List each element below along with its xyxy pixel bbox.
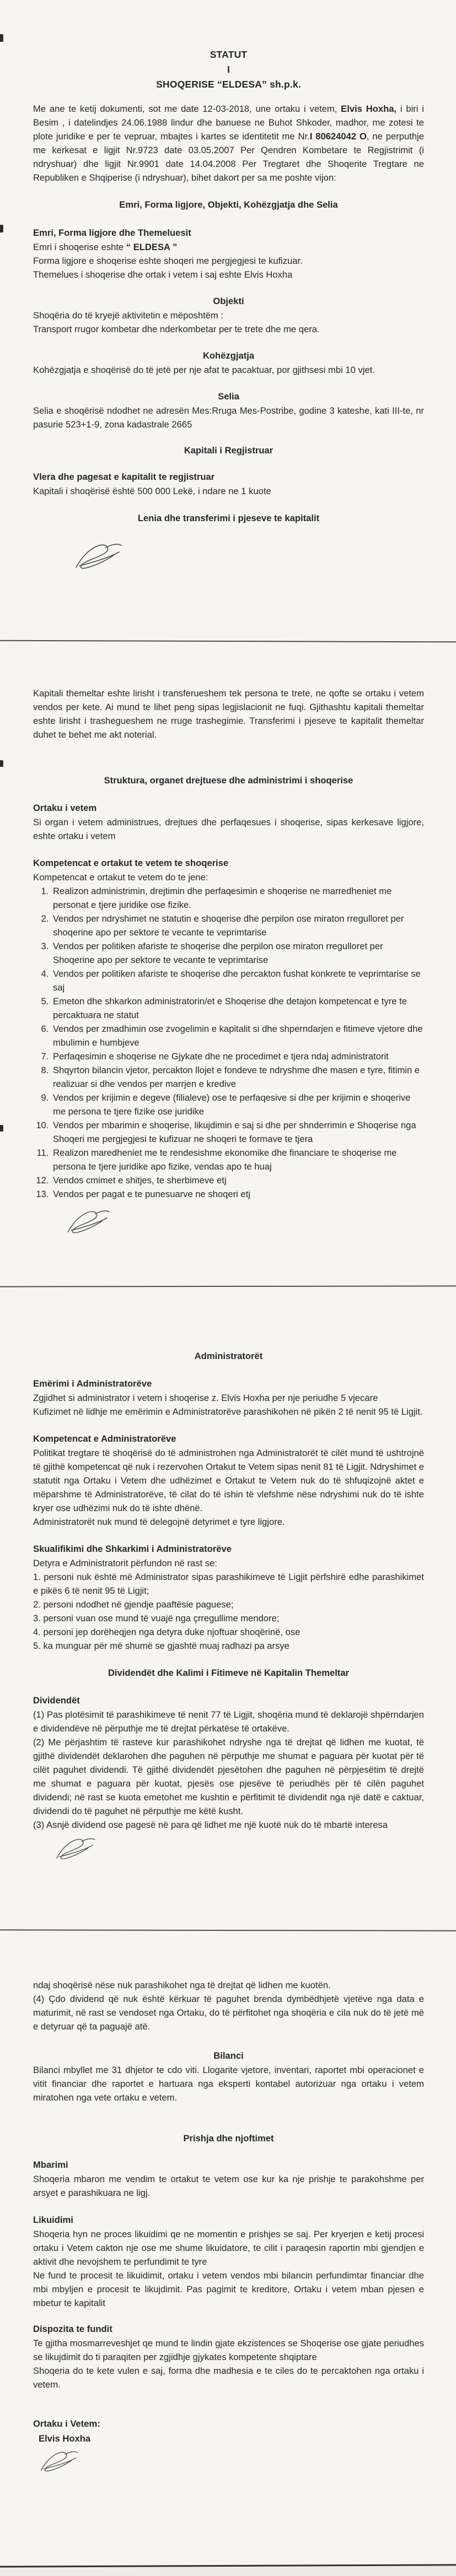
- subheading-mbarimi: Mbarimi: [33, 2160, 68, 2170]
- page-3: [0, 1287, 456, 1929]
- heading-selia: Selia: [218, 391, 239, 402]
- skualifikimi-intro-line: Detyra e Administratorit përfundon në rast se:: [33, 1558, 217, 1568]
- scan-artifact: [0, 34, 3, 42]
- subheading-emerimi: Emërimi i Administratorëve: [33, 1378, 152, 1389]
- signatory-label: Ortaku i Vetem:: [33, 2418, 100, 2429]
- kohezgjatja-line: Kohëzgjatja e shoqërisë do të jetë per nje afat te pacaktuar, por gjithsesi mbi 10 vjet.: [33, 365, 375, 375]
- skualifikimi-item-3: 3. personi vuan ose mund të vuajë nga çrregullime mendore;: [33, 1613, 280, 1623]
- founder-name: Elvis Hoxha,: [341, 104, 397, 114]
- dividend-continuation-line: ndaj shoqërisë nëse nuk parashikohet nga të drejtat që lidhen me kuotën.: [33, 1980, 331, 1990]
- scan-artifact: [0, 1125, 3, 1132]
- intro-part1: Me ane te ketij dokumenti, sot me date 12-03-2018, une ortaku i vetem,: [33, 104, 341, 114]
- company-name-pre: Emri i shoqerise eshte: [33, 242, 126, 252]
- signature-stroke: [36, 2448, 89, 2476]
- kompetencat-list: [33, 884, 424, 1201]
- id-number: I 80624042 O: [309, 131, 367, 142]
- emerimi-line-1: Zgjidhet si administrator i vetem i shoqerise z. Elvis Hoxha per nje periudhe 5 vjecare: [33, 1393, 378, 1403]
- signature: [54, 1835, 424, 1864]
- kompetencat-admin-paragraph: Politikat tregtare të shoqërisë do të administrohen nga Administratorët të cilët mund të ushtrojnë të gjithë kompetencat që nuk i rezervohen Ortakut te Vetem sipas nenit 81 të Ligjit. Ndryshimet e statutit nga Ortaku i Vetem dhe udhëzimet e Ortakut te Vetem nuk do të shfuqizojnë aktet e mëparshme të Administratorëve, të cilat do të ishin të vlefshme nëse ndryshimi nuk do të ishte kryer ose udhëzimi nuk do të ishte dhënë.: [33, 1448, 424, 1513]
- objekti-line-1: Shoqëria do të kryejë aktivitetin e mëposhtëm :: [33, 310, 223, 321]
- company-name: “ ELDESA ”: [126, 242, 178, 252]
- dividendet-paragraph-4: (4) Çdo dividend që nuk është kërkuar të paguhet brenda dymbëdhjetë vjetëve nga data e maturimit, në rast se vendoset nga Ortaku, do të përfitohet nga shoqëria e cila nuk do të jetë më e detyruar që ta paguajë atë.: [33, 1994, 424, 2032]
- subheading-kompetencat-ortakut: Kompetencat e ortakut te vetem te shoqerise: [33, 858, 229, 868]
- subheading-emri-forma-themeluesit: Emri, Forma ligjore dhe Themeluesit: [33, 228, 191, 238]
- dispozita-paragraph-1: Te gjitha mosmarreveshjet qe mund te lindin gjate ekzistences se Shoqerise ose gjate periudhes se likujdimit do ti paraqiten per zgjidhje gjykates kompetente shqiptare: [33, 2338, 424, 2362]
- list-item: 11. Realizon maredheniet me te rendesishme ekonomike dhe financiare te shoqerise me persona te tjere juridike apo fizike, vendas apo te huaj: [51, 1146, 424, 1173]
- heading-kapitali-regjistruar: Kapitali i Regjistruar: [184, 445, 273, 456]
- mbarimi-paragraph: Shoqeria mbaron me vendim te ortakut te vetem ose kur ka nje prishje te parakohshme per arsyet e parashikuara ne ligj.: [33, 2174, 424, 2198]
- heading-struktura: Struktura, organet drejtuese dhe administrimi i shoqerise: [104, 775, 353, 786]
- heading-dividendet-kalimi: Dividendët dhe Kalimi i Fitimeve në Kapitalin Themeltar: [108, 1668, 350, 1678]
- signature: [73, 539, 424, 575]
- list-item: 4. Vendos per politiken afariste te shoqerise dhe percakton fushat konkrete te veprimtarise se saj: [51, 967, 424, 994]
- list-item: 12. Vendos cmimet e shitjes, te sherbimeve etj: [51, 1173, 424, 1187]
- subheading-skualifikimi: Skualifikimi dhe Shkarkimi i Administratorëve: [33, 1544, 232, 1554]
- list-item: 5. Emeton dhe shkarkon administratorin/et e Shoqerise dhe detajon kompetencat e tyre te percaktuara ne statut: [51, 994, 424, 1022]
- list-item: 13. Vendos per pagat e te punesuarve ne shoqeri etj: [51, 1187, 424, 1201]
- signature: [36, 2448, 424, 2476]
- list-item: 3. Vendos per politiken afariste te shoqerise dhe perpilon ose miraton rregulloret per Shoqerine apo per sektore te vecante te veprimtarise: [51, 939, 424, 967]
- kompetencat-intro-line: Kompetencat e ortakut te vetem do te jene:: [33, 872, 208, 883]
- scan-artifact: [0, 225, 3, 232]
- likuidimi-paragraph-1: Shoqeria hyn ne proces likuidimi qe ne momentin e prishjes se saj. Per kryerjen e ketij procesi ortaku i Vetem cakton nje ose me shume likuidatore, te cilit i paraqesin raportin mbi gjendjen e aktivit dhe nevojshem te perfundimit te tyre: [33, 2229, 424, 2267]
- signature-stroke: [65, 1206, 120, 1238]
- skualifikimi-item-2: 2. personi ndodhet në gjendje paaftësie paguese;: [33, 1599, 234, 1610]
- scan-artifact: [0, 760, 3, 767]
- emerimi-line-2: Kufizimet në lidhje me emërimin e Administratorëve parashikohen në pikën 2 të nenit 95 të Ligjit.: [33, 1406, 423, 1417]
- legal-form-line: Forma ligjore e shoqerise eshte shoqeri me pergjegjesi te kufizuar.: [33, 256, 303, 266]
- dividendet-paragraph-2: (2) Me përjashtim të rasteve kur parashikohet ndryshe nga të drejtat që lidhen me kuotat, të gjithë dividendët deklarohen dhe paguhen në përputhje me shumat e paguara për kuotat për të cilët paguhet dividendi. Të gjithë dividendët pjesëtohen dhe paguhen në përpjesëtim të drejtë me shumat e paguara për kuotat, pjesës ose pjesëve të periudhës për të cilën paguhet dividendi; në rast se kuota emetohet me kushtin e përfitimit të dividendit nga një datë e caktuar, dividendi do të paguhet në përputhje me këtë kusht.: [33, 1737, 424, 1816]
- subheading-likuidimi: Likuidimi: [33, 2215, 73, 2225]
- company-name-line: [33, 240, 424, 254]
- heading-kohezgjatja: Kohëzgjatja: [202, 350, 255, 361]
- subheading-dispozita: Dispozita te fundit: [33, 2324, 112, 2334]
- founder-line: Themelues i shoqerise dhe ortak i vetem i saj eshte Elvis Hoxha: [33, 269, 293, 280]
- objekti-line-2: Transport rrugor kombetar dhe nderkombetar per te trete dhe me qera.: [33, 324, 320, 334]
- heading-lenia-transferimi: Lenia dhe transferimi i pjeseve te kapitalit: [137, 513, 320, 523]
- signatory-name: Elvis Hoxha: [39, 2433, 91, 2444]
- heading-prishja: Prishja dhe njoftimet: [183, 2133, 274, 2144]
- doc-title-line-1: STATUT: [210, 49, 248, 60]
- list-item: 10. Vendos per mbarimin e shoqerise, likujdimin e saj si dhe per shnderrimin e Shoqerise nga Shoqeri me pergjegjesi te kufizuar ne shoqeri te formave te tjera: [51, 1118, 424, 1146]
- subheading-dividendet: Dividendët: [33, 1695, 80, 1706]
- doc-title-line-3: SHOQERISE “ELDESA” sh.p.k.: [156, 79, 301, 90]
- section-heading-emri-forma: Emri, Forma ligjore, Objekti, Kohëzgjatja dhe Selia: [119, 199, 338, 210]
- heading-objekti: Objekti: [213, 296, 244, 306]
- likuidimi-paragraph-2: Ne fund te procesit te likuidimit, ortaku i vetem vendos mbi bilancin perfundimtar financiar dhe mbi mbyljen e procesit te likujdimit. Pas pagimit te kreditore, Ortaku i vetem mban pjesen e mbetur te kapitalit: [33, 2270, 424, 2308]
- skualifikimi-item-4: 4. personi jep dorëheqjen nga detyra duke njoftuar shoqërinë, ose: [33, 1627, 301, 1637]
- dispozita-paragraph-2: Shoqeria do te kete vulen e saj, forma dhe madhesia e te ciles do te percaktohen nga ortaku i vetem.: [33, 2366, 424, 2390]
- signature-stroke: [54, 1835, 105, 1864]
- subheading-ortaku-i-vetem: Ortaku i vetem: [33, 803, 97, 813]
- skualifikimi-item-1: 1. personi nuk është më Administrator sipas parashikimeve të Ligjit përfshirë edhe parashikimet e pikës 6 të nenit 95 të Ligjit;: [33, 1572, 424, 1596]
- heading-administratoret: Administratorët: [194, 1351, 263, 1361]
- ortaku-paragraph: Si organ i vetem administrues, drejtues dhe perfaqesues i shoqerise, sipas kerkesave ligjore, eshte ortaku i vetem: [33, 817, 424, 841]
- page-1: [0, 0, 456, 641]
- list-item: 7. Perfaqesimin e shoqerise ne Gjykate dhe ne procedimet e tjera ndaj administratorit: [51, 1049, 424, 1063]
- bilanci-paragraph: Bilanci mbyllet me 31 dhjetor te cdo viti. Llogarite vjetore, inventari, raportet mbi operacionet e vitit financiar dhe raportet e hartuara nga eksperti kontabel autorizuar nga ortaku i vetem miratohen nga vete ortaku e vetem.: [33, 2065, 424, 2103]
- scan-background-strip: [0, 2566, 456, 2576]
- selia-paragraph: Selia e shoqërisë ndodhet ne adresën Mes:Rruga Mes-Postribe, godine 3 kateshe, kati III-te, nr pasurie 523+1-9, zona kadastrale 2665: [33, 405, 424, 430]
- doc-title-line-2: I: [227, 64, 230, 75]
- page-4: [0, 1931, 456, 2565]
- delegimi-line: Administratorët nuk mund të delegojnë detyrimet e tyre ligjore.: [33, 1517, 285, 1527]
- intro-paragraph: [33, 102, 424, 185]
- dividendet-paragraph-1: (1) Pas plotësimit të parashikimeve të nenit 77 të Ligjit, shoqëria mund të deklarojë shpërndarjen e dividendëve në përputhje me të drejtat përkatëse të ortakëve.: [33, 1709, 424, 1734]
- heading-bilanci: Bilanci: [213, 2050, 244, 2061]
- list-item: 6. Vendos per zmadhimin ose zvogelimin e kapitalit si dhe shperndarjen e fitimeve vjetore dhe mbulimin e humbjeve: [51, 1022, 424, 1049]
- list-item: 2. Vendos per ndryshimet ne statutin e shoqerise dhe perpilon ose miraton rregulloret per shoqerine apo per sektore te vecante te veprimtarise: [51, 912, 424, 939]
- signature: [65, 1206, 424, 1238]
- list-item: 8. Shqyrton bilancin vjetor, percakton llojet e fondeve te ndryshme dhe masen e tyre, fitimin e realizuar si dhe vendos per marrjen e kredive: [51, 1063, 424, 1091]
- subheading-vlera-pagesat: Vlera dhe pagesat e kapitalit te regjistruar: [33, 472, 215, 482]
- kapitali-themeltar-paragraph: Kapitali themeltar eshte lirisht i transferueshem tek persona te trete, ne qofte se ortaku i vetem vendos per kete. Ai mund te lihet peng sipas legjislacionit ne fuqi. Gjithashtu kapitali themeltar eshte lirisht i trashegueshem ne rruge trashegimie. Transferimi i pjeseve te kapitalit themeltar duhet te behet me akt noterial.: [33, 688, 424, 740]
- kapitali-value-line: Kapitali i shoqërisë është 500 000 Lekë, i ndare ne 1 kuote: [33, 486, 271, 496]
- intro-part3: , ne perputhje me kerkesat e ligjit Nr.9723 date 03.05.2007 Per Qendren Kombetare te Regjistrimit (i ndryshuar) dhe ligjit Nr.9901 date 14.04.2008 Per Tregtaret dhe Shoqerite Tregtare ne Republiken e Shqiperise (i ndryshuar), bihet dakort per sa me poshte vijon:: [33, 131, 424, 183]
- signature-stroke: [73, 539, 133, 575]
- dividendet-paragraph-3: (3) Asnjë dividend ose pagesë në para që lidhet me një kuotë nuk do të mbartë interesa: [33, 1820, 388, 1830]
- subheading-kompetencat-admin: Kompetencat e Administratorëve: [33, 1433, 176, 1444]
- list-item: 1. Realizon administrimin, drejtimin dhe perfaqesimin e shoqerise ne marredheniet me personat e tjere juridike ose fizike.: [51, 884, 424, 912]
- page-2: [0, 642, 456, 1285]
- list-item: 9. Vendos per krijimin e degeve (filialeve) ose te perfaqesive si dhe per krijimin e shoqerive me persona te tjere fizike ose juridike: [51, 1091, 424, 1118]
- skualifikimi-item-5: 5. ka munguar për më shumë se gjashtë muaj radhazi pa arsye: [33, 1641, 289, 1651]
- intro-part2: i biri i Besim , i datelindjes 24.06.1988 lindur dhe banuese ne Buhot Shkoder, madhor, me zotesi te plote juridike e per te vepruar, mbajtes i kartes se identitetit me Nr.: [33, 104, 424, 142]
